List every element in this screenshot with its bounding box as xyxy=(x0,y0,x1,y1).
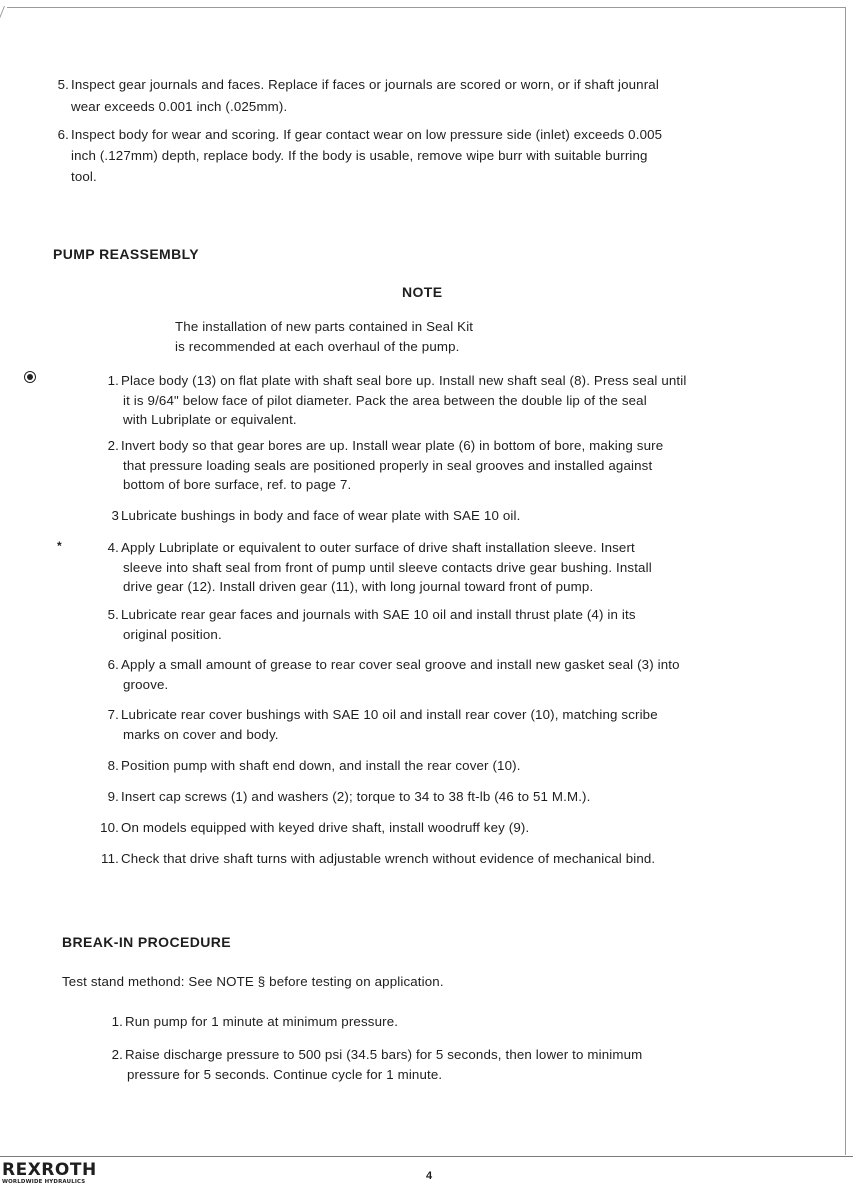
item-line: Inspect gear journals and faces. Replace if faces or journals are scored or worn, or if shaft jounral xyxy=(71,77,659,92)
item-line: Inspect body for wear and scoring. If gear contact wear on low pressure side (inlet) exceeds 0.005 xyxy=(71,127,663,142)
step-line: Lubricate bushings in body and face of wear plate with SAE 10 oil. xyxy=(121,508,521,523)
step-number: 6. xyxy=(107,657,119,672)
step-line: pressure for 5 seconds. Continue cycle for 1 minute. xyxy=(127,1067,443,1082)
step-line: Invert body so that gear bores are up. Install wear plate (6) in bottom of bore, making sure xyxy=(121,438,664,453)
rexroth-logo xyxy=(2,1162,97,1185)
step-line: bottom of bore surface, ref. to page 7. xyxy=(123,477,352,492)
logo-wordmark: REXROTH xyxy=(2,1160,97,1180)
item-number: 5. xyxy=(57,77,69,92)
step-line: Apply Lubriplate or equivalent to outer surface of drive shaft installation sleeve. Insert xyxy=(121,540,635,555)
item-number: 6. xyxy=(57,127,69,142)
step-number: 3 xyxy=(111,508,119,523)
step-line: it is 9/64" below face of pilot diameter. Pack the area between the double lip of the seal xyxy=(123,392,647,408)
step-line: Check that drive shaft turns with adjustable wrench without evidence of mechanical bind. xyxy=(121,851,656,866)
step-number: 11. xyxy=(101,851,119,866)
step-line: Position pump with shaft end down, and install the rear cover (10). xyxy=(121,758,521,773)
step-line: sleeve into shaft seal from front of pump until sleeve contacts drive gear bushing. Install xyxy=(123,559,652,575)
note-title: NOTE xyxy=(402,284,443,300)
note-line: is recommended at each overhaul of the pump. xyxy=(175,339,460,354)
step-number: 8. xyxy=(107,758,119,773)
step-line: Place body (13) on flat plate with shaft seal bore up. Install new shaft seal (8). Press seal until xyxy=(121,373,687,388)
step-number: 1. xyxy=(107,373,119,388)
step-number: 4. xyxy=(107,540,119,555)
section-heading-breakin: BREAK-IN PROCEDURE xyxy=(62,934,231,950)
step-line: original position. xyxy=(123,626,222,642)
logo-tagline: WORLDWIDE HYDRAULICS xyxy=(2,1179,86,1185)
item-line: wear exceeds 0.001 inch (.025mm). xyxy=(71,99,288,114)
step-line: with Lubriplate or equivalent. xyxy=(123,412,297,427)
step-line: drive gear (12). Install driven gear (11), with long journal toward front of pump. xyxy=(123,579,594,594)
step-line: marks on cover and body. xyxy=(123,726,279,742)
item-line: inch (.127mm) depth, replace body. If the body is usable, remove wipe burr with suitable burring xyxy=(71,148,648,163)
step-line: On models equipped with keyed drive shaft, install woodruff key (9). xyxy=(121,820,530,835)
asterisk-marker: * xyxy=(57,539,62,553)
target-marker-icon xyxy=(24,371,36,383)
step-number: 7. xyxy=(107,707,119,722)
step-number: 5. xyxy=(107,607,119,622)
page-number: 4 xyxy=(426,1170,433,1182)
step-number: 9. xyxy=(107,789,119,804)
footer-rule xyxy=(0,1156,853,1157)
breakin-intro: Test stand methond: See NOTE § before testing on application. xyxy=(62,974,444,989)
step-number: 10. xyxy=(100,820,119,835)
section-heading-reassembly: PUMP REASSEMBLY xyxy=(53,246,200,262)
step-line: Run pump for 1 minute at minimum pressure. xyxy=(125,1014,399,1029)
step-number: 1. xyxy=(111,1014,123,1029)
note-line: The installation of new parts contained in Seal Kit xyxy=(175,319,474,334)
step-number: 2. xyxy=(111,1047,123,1062)
step-line: that pressure loading seals are positioned properly in seal grooves and installed against xyxy=(123,457,653,473)
step-line: Apply a small amount of grease to rear cover seal groove and install new gasket seal (3) into xyxy=(121,657,680,672)
step-line: Insert cap screws (1) and washers (2); torque to 34 to 38 ft-lb (46 to 51 M.M.). xyxy=(121,789,591,804)
step-line: Lubricate rear gear faces and journals with SAE 10 oil and install thrust plate (4) in its xyxy=(121,607,636,622)
step-line: groove. xyxy=(123,676,169,692)
step-number: 2. xyxy=(107,438,119,453)
step-line: Lubricate rear cover bushings with SAE 10 oil and install rear cover (10), matching scribe xyxy=(121,707,658,722)
step-line: Raise discharge pressure to 500 psi (34.5 bars) for 5 seconds, then lower to minimum xyxy=(125,1047,643,1062)
item-line: tool. xyxy=(71,169,97,184)
